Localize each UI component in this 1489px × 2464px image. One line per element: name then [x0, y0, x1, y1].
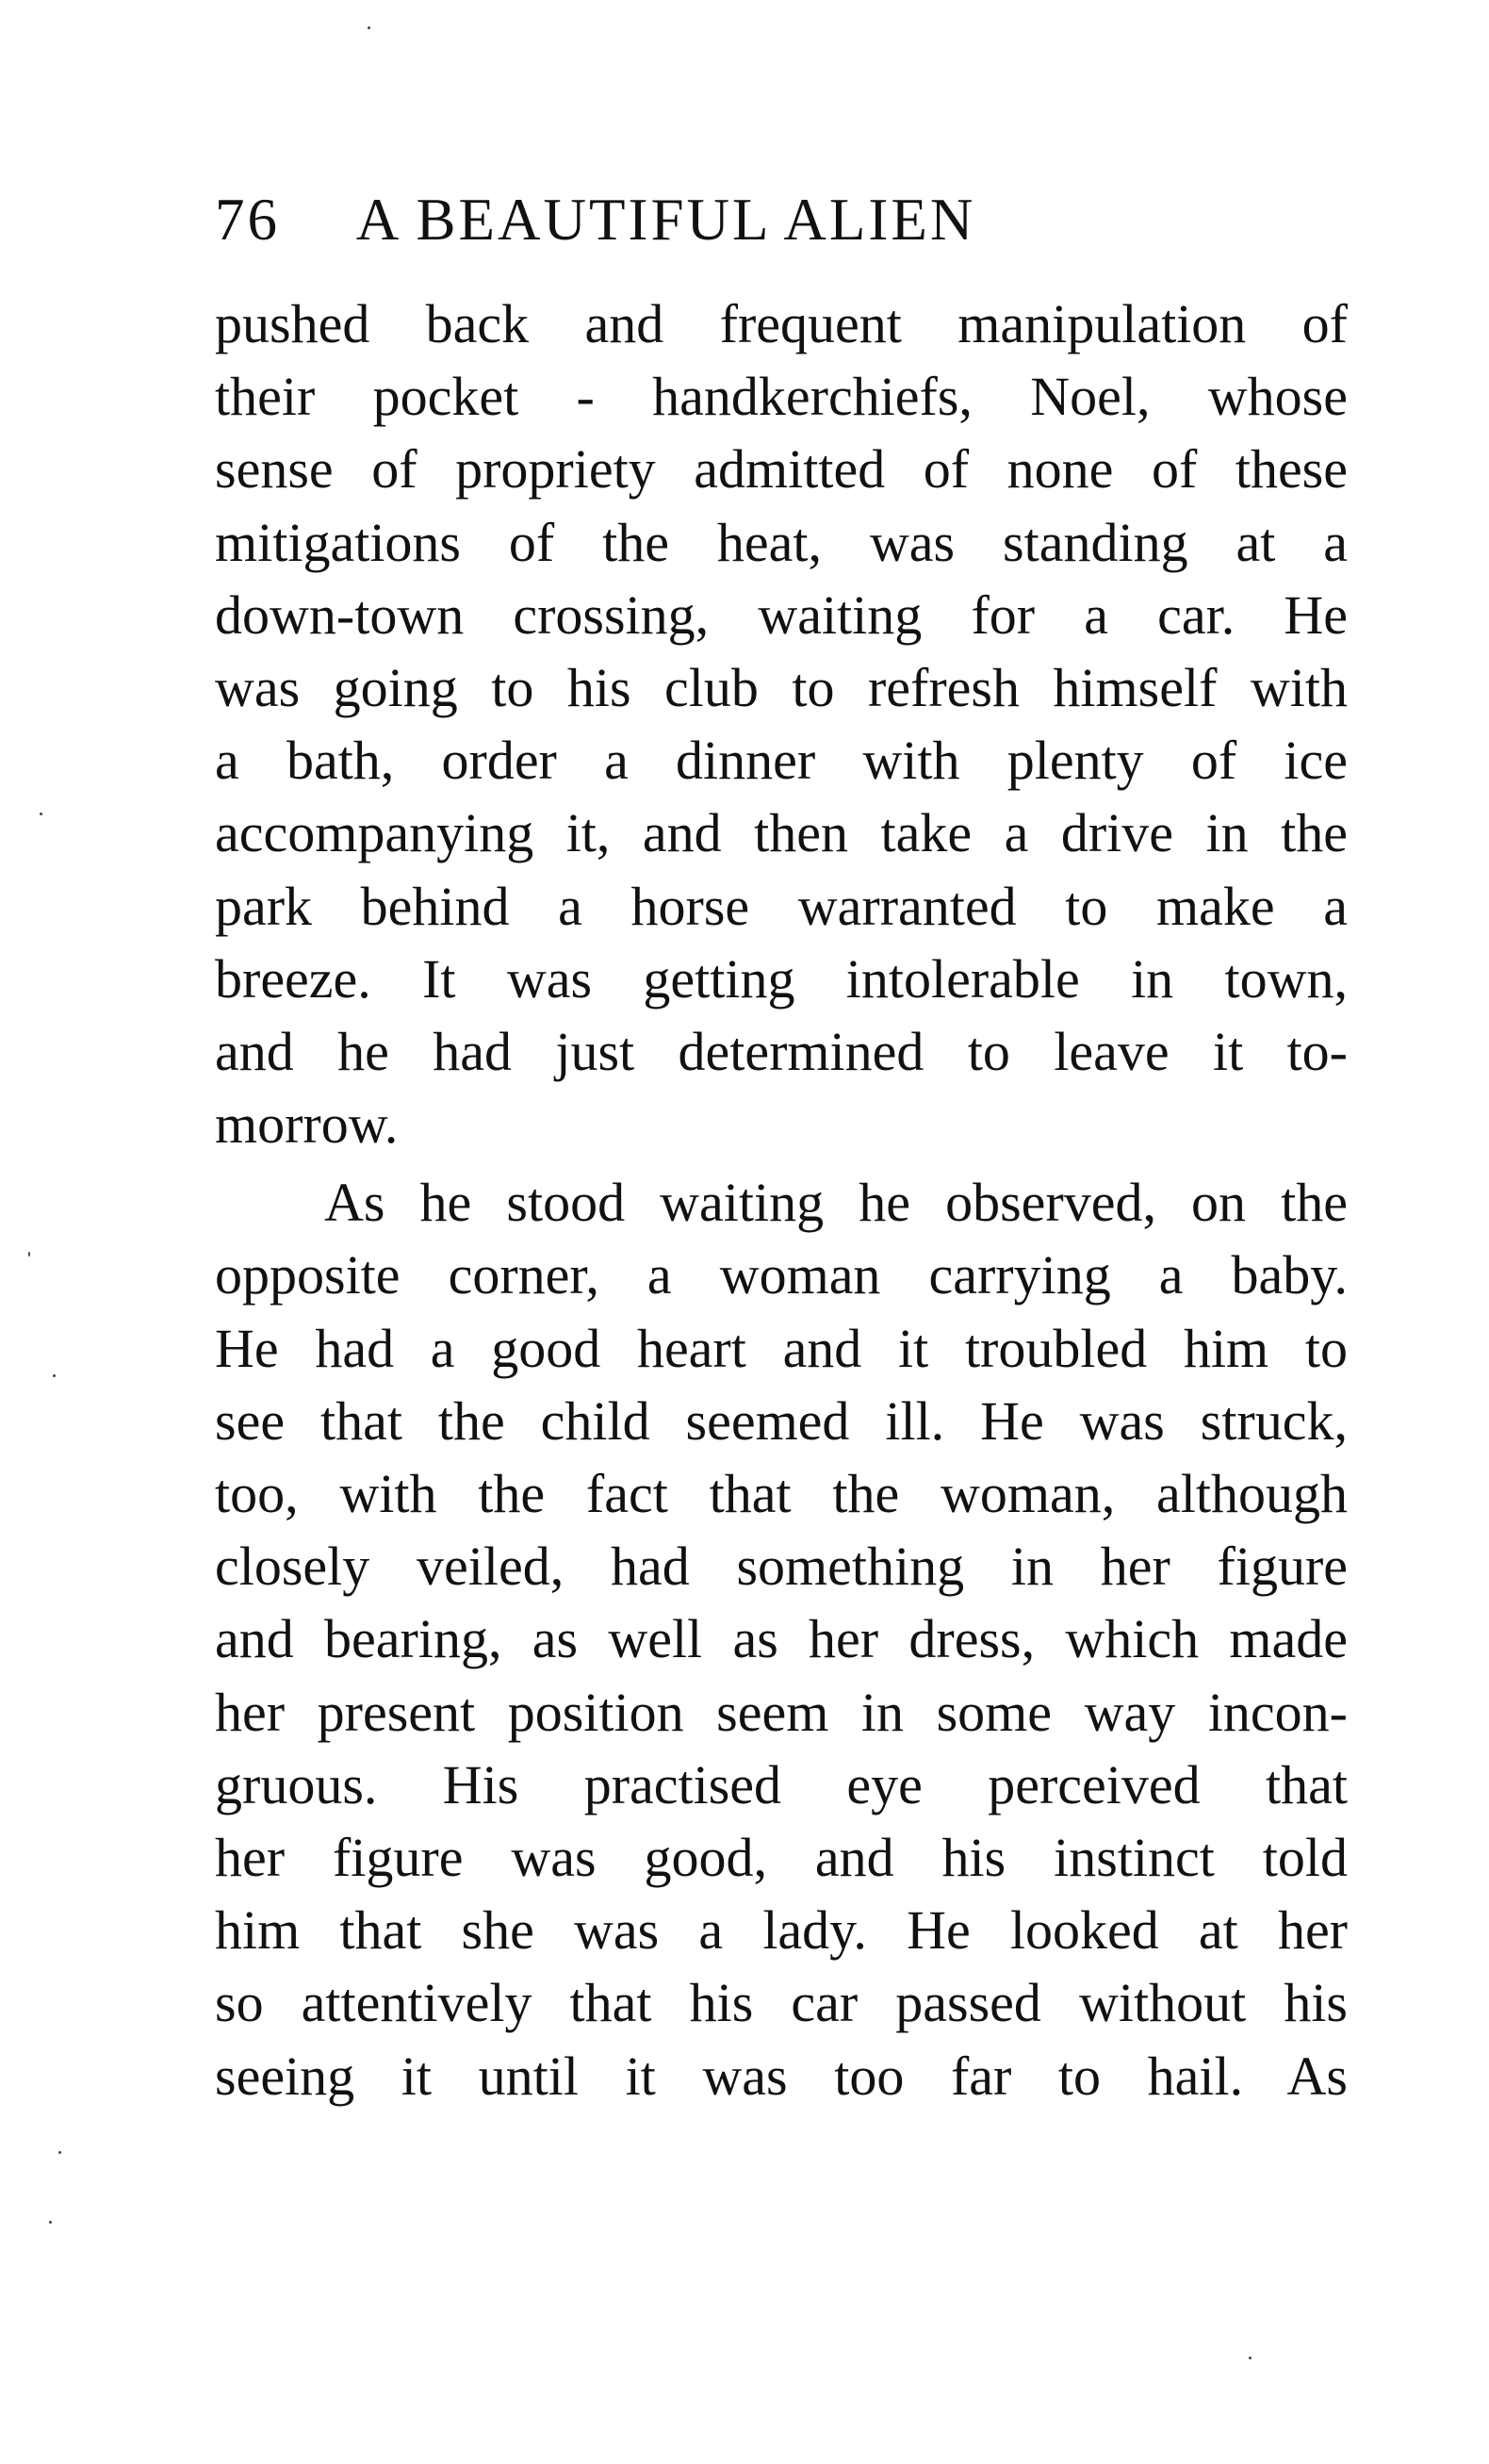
text-line: mitigations of the heat, was standing at a	[215, 511, 1348, 573]
paper-speck	[49, 2221, 52, 2224]
text-line: He had a good heart and it troubled him to	[215, 1317, 1348, 1379]
text-line: see that the child seemed ill. He was struck,	[215, 1389, 1348, 1452]
paper-speck	[368, 26, 370, 29]
text-line: opposite corner, a woman carrying a baby.	[215, 1244, 1348, 1306]
text-line: and he had just determined to leave it to-	[215, 1020, 1348, 1082]
paper-speck	[40, 813, 42, 815]
text-line: her present position seem in some way incon-	[215, 1681, 1348, 1743]
text-line: a bath, order a dinner with plenty of ice	[215, 730, 1348, 792]
text-line: closely veiled, had something in her figure	[215, 1536, 1348, 1598]
text-line: As he stood waiting he observed, on the	[324, 1172, 1348, 1234]
text-line: him that she was a lady. He looked at her	[215, 1899, 1348, 1962]
book-title: A BEAUTIFUL ALIEN	[355, 187, 976, 253]
paragraph-1	[215, 287, 1348, 1160]
text-line: pushed back and frequent manipulation of	[215, 293, 1348, 354]
body-text	[215, 287, 1348, 2112]
text-line: and bearing, as well as her dress, which made	[215, 1608, 1348, 1670]
text-line: her figure was good, and his instinct told	[215, 1826, 1348, 1888]
text-line: gruous. His practised eye perceived that	[215, 1753, 1348, 1815]
text-line: park behind a horse warranted to make a	[215, 875, 1348, 937]
paper-speck	[1249, 2357, 1252, 2359]
paper-speck	[28, 1252, 30, 1257]
text-line: their pocket - handkerchiefs, Noel, whose	[215, 366, 1348, 428]
paragraph-2	[215, 1166, 1348, 2111]
text-line: morrow.	[215, 1093, 399, 1156]
paper-speck	[58, 2151, 61, 2154]
text-line: was going to his club to refresh himself with	[215, 656, 1348, 718]
running-head	[215, 177, 1346, 262]
text-line: seeing it until it was too far to hail. As	[215, 2045, 1348, 2107]
text-line: sense of propriety admitted of none of these	[215, 438, 1348, 501]
text-line: breeze. It was getting intolerable in town,	[215, 947, 1348, 1010]
text-line: too, with the fact that the woman, although	[215, 1463, 1348, 1524]
page-number: 76	[215, 187, 280, 253]
text-line: down-town crossing, waiting for a car. He	[215, 583, 1348, 646]
text-line: so attentively that his car passed without his	[215, 1972, 1348, 2034]
paper-speck	[53, 1374, 56, 1377]
text-line: accompanying it, and then take a drive in the	[215, 802, 1348, 864]
